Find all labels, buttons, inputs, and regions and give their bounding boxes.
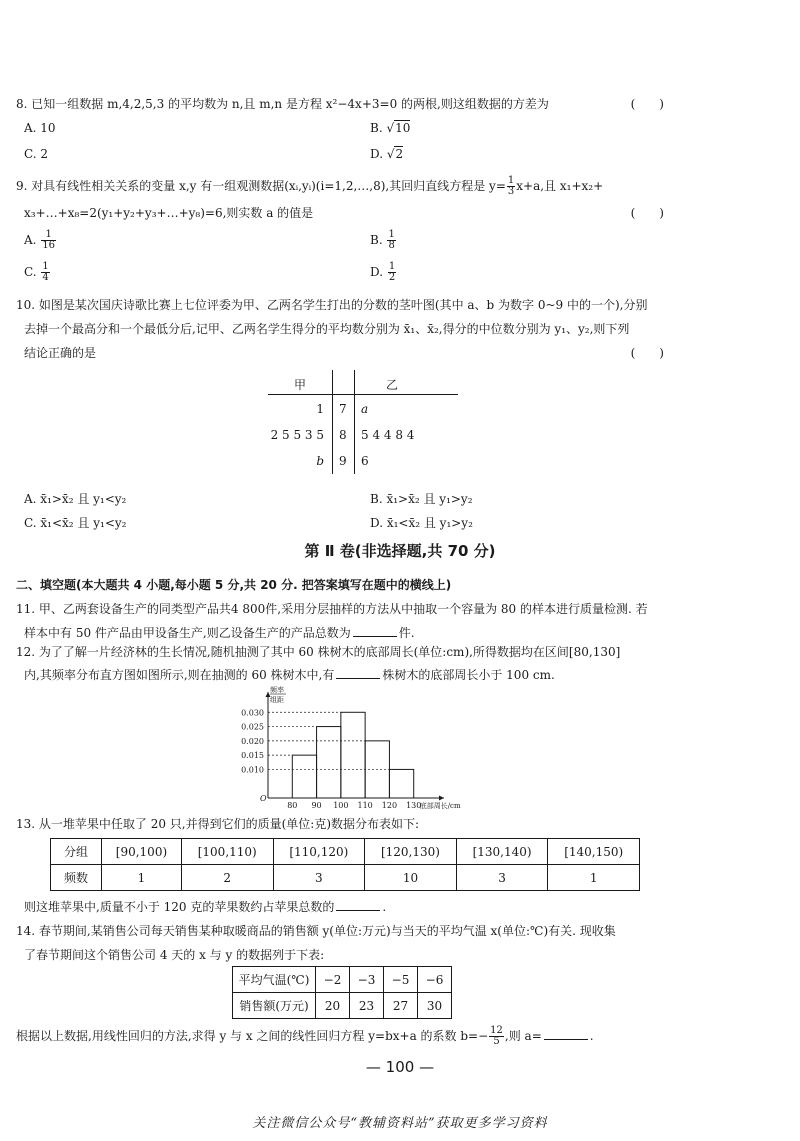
- q9-paren: ( ): [630, 206, 664, 220]
- stem-leaf-stem-row1: 7: [339, 402, 347, 416]
- stem-leaf-right-row2: 5 4 4 8 4: [361, 428, 415, 442]
- histogram-x-label: 底部周长/cm: [419, 802, 461, 810]
- q9-option-a-frac: [41, 230, 56, 251]
- q14-last-post: .: [589, 1029, 594, 1043]
- q11-answer-blank[interactable]: [353, 626, 397, 637]
- q13-head-count: 频数: [51, 865, 102, 891]
- q11-line1: 11. 甲、乙两套设备生产的同类型产品共4 800件,采用分层抽样的方法从中抽取一个容量为 80 的样本进行质量检测. 若: [16, 602, 648, 616]
- q13-count-cell: 3: [273, 865, 365, 891]
- q10-paren: ( ): [630, 346, 664, 360]
- histogram-x-arrow: [439, 796, 444, 801]
- histogram-y-tick-label: 0.025: [241, 722, 264, 732]
- q13-line2: [24, 898, 386, 915]
- part2-heading: 二、填空题(本大题共 4 小题,每小题 5 分,共 20 分. 把答案填写在题中的横线上): [16, 578, 452, 592]
- q13-group-cell: [140,150): [548, 839, 640, 865]
- q12-line2-post: 株树木的底部周长小于 100 cm.: [382, 668, 555, 682]
- q9-d-den: 2: [388, 272, 396, 283]
- q9-c-num: 1: [42, 261, 49, 272]
- q9-a-num: 1: [41, 230, 56, 241]
- q9-b-num: 1: [388, 229, 395, 240]
- page-number: — 100 —: [365, 1058, 435, 1076]
- q10-line1: 10. 如图是某次国庆诗歌比赛上七位评委为甲、乙两名学生打出的分数的茎叶图(其中 a、b 为数字 0~9 中的一个),分别: [16, 298, 648, 312]
- frequency-histogram: [230, 686, 461, 810]
- q11-line2-pre: 样本中有 50 件产品由甲设备生产,则乙设备生产的产品总数为: [24, 626, 351, 640]
- q13-count-cell: 2: [181, 865, 273, 891]
- stem-leaf-left-row1: 1: [316, 402, 324, 416]
- q13-line2-pre: 则这堆苹果中,质量不小于 120 克的苹果数约占苹果总数的: [24, 900, 335, 914]
- q13-count-cell: 1: [102, 865, 182, 891]
- q9-option-a-label: A.: [24, 233, 37, 247]
- histogram-ylabel-top: 频率: [270, 686, 284, 694]
- stem-leaf-right-row1: a: [361, 402, 369, 416]
- histogram-y-tick-label: 0.010: [241, 765, 264, 775]
- stem-leaf-head-left: 甲: [294, 378, 307, 392]
- stem-leaf-stem-row3: 9: [339, 454, 347, 468]
- histogram-y-tick-label: 0.030: [241, 708, 264, 718]
- q14-last-den: 5: [493, 1036, 500, 1047]
- q9-stem: [16, 176, 603, 197]
- q14-temp-cell: −6: [418, 967, 452, 993]
- q9-option-b-label: B.: [370, 233, 383, 247]
- histogram-y-tick-label: 0.020: [241, 736, 264, 746]
- stem-leaf-head-right: 乙: [386, 378, 399, 392]
- q12-line2-pre: 内,其频率分布直方图如图所示,则在抽测的 60 株树木中,有: [24, 668, 335, 682]
- q13-line2-post: .: [382, 900, 387, 914]
- histogram-origin: O: [260, 794, 267, 803]
- q9-option-d-frac: [388, 262, 396, 283]
- q13-count-cell: 3: [456, 865, 548, 891]
- q14-sales-cell: 23: [350, 993, 384, 1019]
- q14-sales-cell: 20: [316, 993, 350, 1019]
- histogram-bar: [389, 769, 413, 798]
- q8-option-d: D. √2: [370, 147, 404, 161]
- q14-last-num: 12: [490, 1025, 503, 1036]
- histogram-bar: [292, 755, 316, 798]
- q9-b-den: 8: [388, 240, 395, 251]
- q12-line2: [24, 666, 555, 683]
- q13-group-cell: [110,120): [273, 839, 365, 865]
- q13-head-group: 分组: [51, 839, 102, 865]
- q14-temp-cell: −3: [350, 967, 384, 993]
- q9-stem-line2: x₃+…+x₈=2(y₁+y₂+y₃+…+y₈)=6,则实数 a 的值是: [24, 206, 314, 220]
- q9-stem-fraction: [507, 176, 515, 197]
- q9-c-den: 4: [42, 272, 49, 283]
- q12-line1: 12. 为了了解一片经济林的生长情况,随机抽测了其中 60 株树木的底部周长(单位:cm),所得数据均在区间[80,130]: [16, 645, 621, 659]
- q13-count-cell: 1: [548, 865, 640, 891]
- q14-last-pre: 根据以上数据,用线性回归的方法,求得 y 与 x 之间的线性回归方程 y=bx+a 的系数 b=−: [16, 1029, 489, 1043]
- stem-leaf-left-row2: 2 5 5 3 5: [270, 428, 324, 442]
- q14-last-mid: ,则 a=: [504, 1029, 542, 1043]
- stem-leaf-vline-left: [332, 370, 333, 474]
- q13-table: [50, 838, 640, 891]
- q9-a-den: 16: [42, 240, 56, 251]
- q8-option-b-label: B.: [370, 121, 383, 135]
- q14-sales-cell: 30: [418, 993, 452, 1019]
- histogram-x-tick-label: 100: [333, 801, 349, 810]
- histogram-bar: [341, 712, 365, 798]
- q12-answer-blank[interactable]: [336, 668, 380, 679]
- q14-line2: 了春节期间这个销售公司 4 天的 x 与 y 的数据列于下表:: [24, 948, 325, 962]
- q9-option-c: [24, 262, 51, 283]
- stem-leaf-vline-right: [354, 370, 355, 474]
- footer-note: 关注微信公众号“教辅资料站”获取更多学习资料: [252, 1116, 548, 1131]
- q14-last-line: [16, 1026, 594, 1047]
- q9-stem-num: 1: [507, 175, 515, 186]
- section-title: 第 Ⅱ 卷(非选择题,共 70 分): [304, 542, 496, 560]
- histogram-x-tick-label: 80: [287, 801, 298, 810]
- q10-line2: 去掉一个最高分和一个最低分后,记甲、乙两名学生得分的平均数分别为 x̄₁、x̄₂,得分的中位数分别为 y₁、y₂,则下列: [24, 322, 630, 336]
- q9-option-c-frac: [41, 262, 49, 283]
- q9-option-a: [24, 230, 57, 251]
- q13-group-cell: [120,130): [365, 839, 457, 865]
- q14-temp-cell: −2: [316, 967, 350, 993]
- q10-line3: 结论正确的是: [24, 346, 97, 360]
- q9-option-d-label: D.: [370, 265, 384, 279]
- q10-option-c: C. x̄₁<x̄₂ 且 y₁<y₂: [24, 516, 127, 530]
- q13-group-cell: [130,140): [456, 839, 548, 865]
- q8-paren: ( ): [630, 97, 664, 111]
- stem-leaf-hline: [268, 394, 458, 395]
- q10-option-d: D. x̄₁<x̄₂ 且 y₁>y₂: [370, 516, 473, 530]
- q9-option-d: [370, 262, 397, 283]
- stem-leaf-plot: [268, 370, 458, 474]
- q9-d-num: 1: [388, 261, 396, 272]
- q8-option-d-radicand: 2: [395, 147, 404, 161]
- stem-leaf-stem-row2: 8: [339, 428, 347, 442]
- histogram-x-tick-label: 110: [357, 801, 373, 810]
- q14-answer-blank[interactable]: [544, 1029, 588, 1040]
- q13-count-cell: 10: [365, 865, 457, 891]
- q13-line1: 13. 从一堆苹果中任取了 20 只,并得到它们的质量(单位:克)数据分布表如下:: [16, 817, 420, 831]
- q9-stem-pre: 9. 对具有线性相关关系的变量 x,y 有一组观测数据(xᵢ,yᵢ)(i=1,2,…,8),其回归直线方程是 y=: [16, 179, 506, 193]
- histogram-ylabel-bottom: 组距: [270, 696, 284, 704]
- q13-group-cell: [90,100): [102, 839, 182, 865]
- q8-option-a: A. 10: [24, 121, 56, 135]
- histogram-x-tick-label: 90: [311, 801, 322, 810]
- q14-last-fraction: [489, 1026, 504, 1047]
- stem-leaf-left-row3: b: [316, 454, 324, 468]
- q14-table: [232, 966, 452, 1019]
- histogram-x-tick-label: 130: [406, 801, 422, 810]
- q10-option-a: A. x̄₁>x̄₂ 且 y₁<y₂: [24, 492, 127, 506]
- histogram-bar: [317, 727, 341, 798]
- q9-option-b-frac: [387, 230, 395, 251]
- q14-head-sales: 销售额(万元): [233, 993, 316, 1019]
- histogram-y-tick-label: 0.015: [241, 751, 264, 761]
- q9-option-b: [370, 230, 397, 251]
- q8-stem: 8. 已知一组数据 m,4,2,5,3 的平均数为 n,且 m,n 是方程 x²−4x+3=0 的两根,则这组数据的方差为: [16, 97, 549, 111]
- q8-option-b: B. √10: [370, 121, 411, 135]
- q9-stem-den: 3: [507, 186, 515, 197]
- q9-stem-post: x+a,且 x₁+x₂+: [516, 179, 604, 193]
- q8-option-d-label: D.: [370, 147, 384, 161]
- q14-temp-cell: −5: [384, 967, 418, 993]
- q14-line1: 14. 春节期间,某销售公司每天销售某种取暖商品的销售额 y(单位:万元)与当天的平均气温 x(单位:℃)有关. 现收集: [16, 924, 616, 938]
- q14-head-temp: 平均气温(℃): [233, 967, 316, 993]
- q13-group-cell: [100,110): [181, 839, 273, 865]
- q13-answer-blank[interactable]: [336, 900, 380, 911]
- q9-option-c-label: C.: [24, 265, 37, 279]
- q11-line2: [24, 624, 415, 641]
- histogram-x-tick-label: 120: [381, 801, 398, 810]
- q14-sales-cell: 27: [384, 993, 418, 1019]
- q10-option-b: B. x̄₁>x̄₂ 且 y₁>y₂: [370, 492, 473, 506]
- q11-line2-post: 件.: [398, 626, 415, 640]
- q8-option-b-radicand: 10: [395, 121, 411, 135]
- q8-option-c: C. 2: [24, 147, 49, 161]
- stem-leaf-right-row3: 6: [361, 454, 369, 468]
